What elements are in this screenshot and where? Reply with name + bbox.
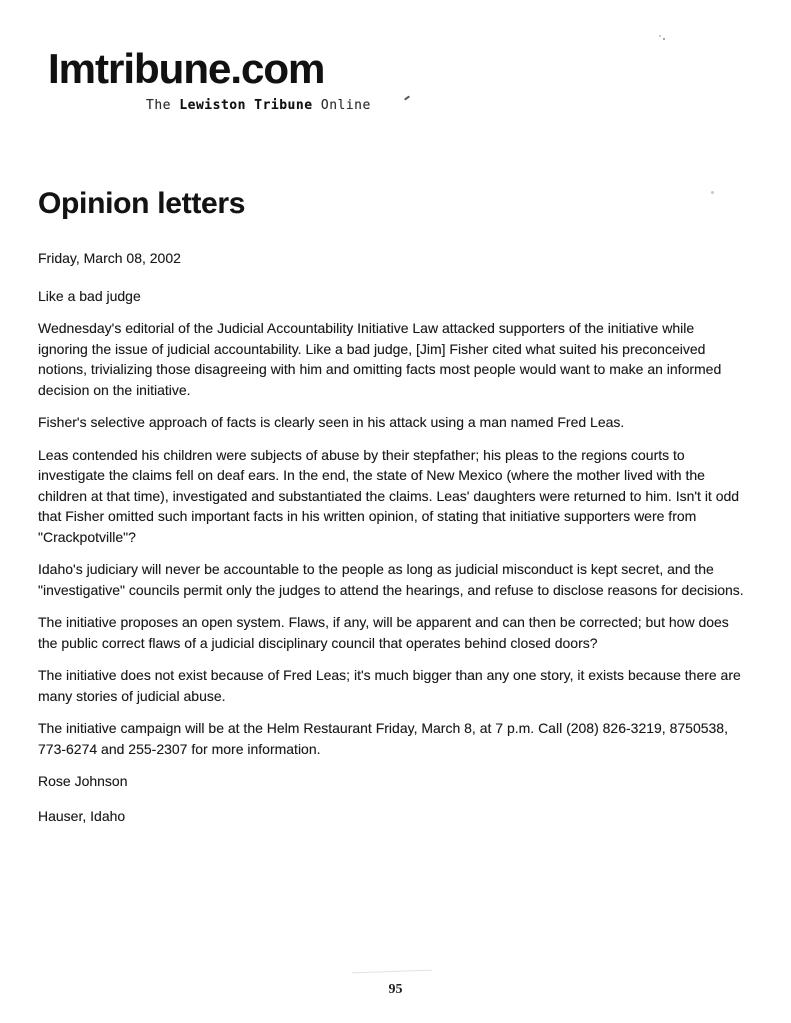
article-date: Friday, March 08, 2002: [38, 250, 181, 266]
opinion-letter-article: [38, 186, 744, 840]
scan-artifact: [658, 33, 666, 41]
tagline-suffix: Online: [312, 98, 371, 114]
letter-paragraph: The initiative proposes an open system. Flaws, if any, will be apparent and can then be corrected; but how does the public correct flaws of a judicial disciplinary council that operates behind closed doors?: [38, 614, 729, 651]
tagline-paper-name: Lewiston Tribune: [179, 98, 313, 114]
letter-paragraph: The initiative does not exist because of Fred Leas; it's much bigger than any one story, it exists because there are many stories of judicial abuse.: [38, 667, 741, 704]
site-title: Imtribune.com: [48, 45, 325, 92]
letter-title: Like a bad judge: [38, 287, 141, 304]
letter-paragraph: Fisher's selective approach of facts is clearly seen in his attack using a man named Fred Leas.: [38, 414, 625, 430]
scan-artifact: [352, 970, 432, 974]
letter-paragraph: Wednesday's editorial of the Judicial Accountability Initiative Law attacked supporters of the initiative while ignoring the issue of judicial accountability. Like a bad judge, [Jim] Fisher cited what suited his preconceived notions, trivializing those disagreeing with him and omitting facts most people would want to make an informed decision on the initiative.: [38, 320, 722, 398]
tagline-prefix: The: [146, 98, 180, 114]
signature-name: Rose Johnson: [38, 773, 128, 789]
page-title: Opinion letters: [38, 187, 246, 220]
scan-artifact: [404, 95, 410, 100]
letter-paragraph: Idaho's judiciary will never be accountable to the people as long as judicial misconduct is kept secret, and the "investigative" councils permit only the judges to attend the hearings, and refuse to disclose reasons for decisions.: [38, 561, 744, 598]
page-number: 95: [388, 982, 403, 997]
signature-location: Hauser, Idaho: [38, 807, 126, 824]
site-tagline: [146, 98, 371, 113]
masthead: [48, 46, 371, 113]
letter-paragraph: The initiative campaign will be at the Helm Restaurant Friday, March 8, at 7 p.m. Call (208) 826-3219, 8750538, 773-6274 and 255-2307 for more information.: [38, 720, 728, 757]
letter-paragraph: Leas contended his children were subjects of abuse by their stepfather; his pleas to the regions courts to investigate the claims fell on deaf ears. In the end, the state of New Mexico (where the mother lived with the children at that time), investigated and substantiated the claims. Leas' daughters were returned to him. Isn't it odd that Fisher omitted such important facts in his written opinion, of stating that initiative supporters were from "Crackpotville"?: [38, 446, 740, 545]
